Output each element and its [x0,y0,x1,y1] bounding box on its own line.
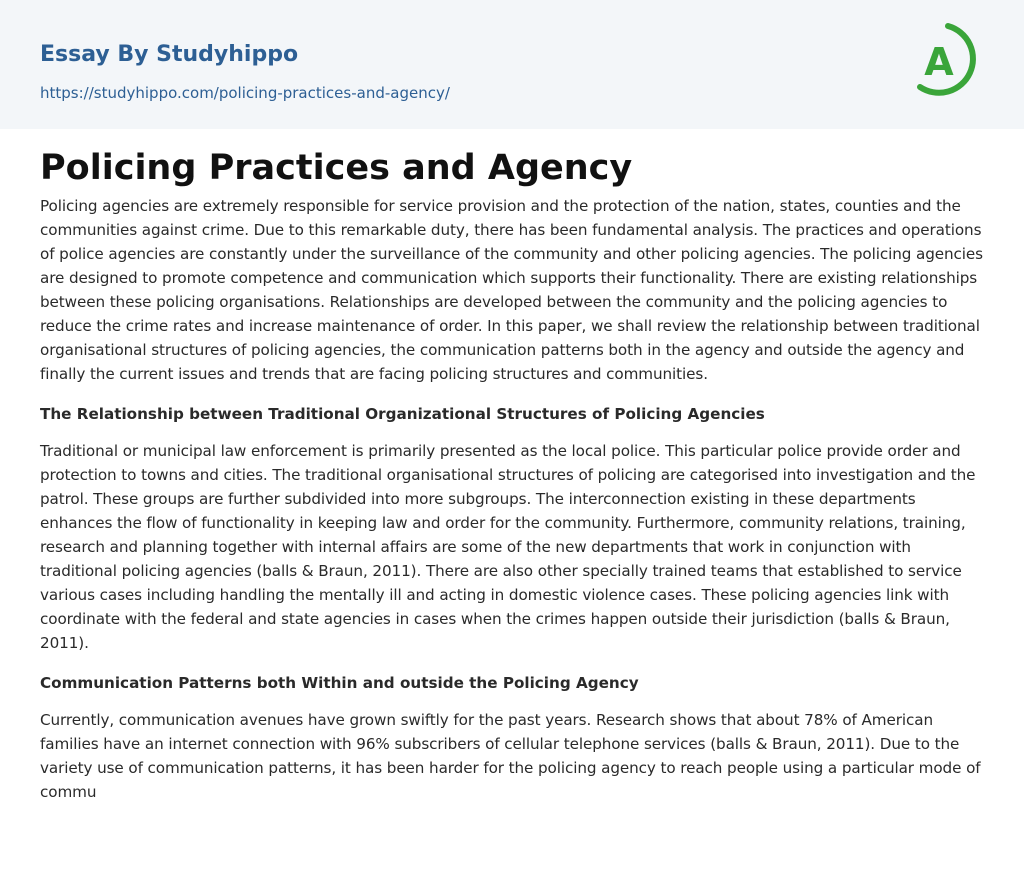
source-url-link[interactable]: https://studyhippo.com/policing-practices-and-agency/ [40,84,450,102]
section-paragraph: Traditional or municipal law enforcement is primarily presented as the local police. This particular police provide order and protection to towns and cities. The traditional organisational structures of policing are categorised into investigation and the patrol. These groups are further subdivided into more subgroups. The interconnection existing in these departments enhances the flow of functionality in keeping law and order for the community. Furthermore, community relations, training, research and planning together with internal affairs are some of the new departments that work in conjunction with traditional policing agencies (balls & Braun, 2011). There are also other specially trained teams that established to service various cases including handling the mentally ill and acting in domestic violence cases. These policing agencies link with coordinate with the federal and state agencies in cases when the crimes happen outside their jurisdiction (balls & Braun, 2011). [40,442,976,652]
essay-content [40,146,984,804]
page-title: Policing Practices and Agency [40,148,633,188]
logo-letter: A [924,40,954,84]
section-heading: The Relationship between Traditional Organizational Structures of Policing Agencies [40,405,765,423]
intro-paragraph: Policing agencies are extremely responsible for service provision and the protection of the nation, states, counties and the communities against crime. Due to this remarkable duty, there has been fundamental analysis. The practices and operations of police agencies are constantly under the surveillance of the community and other policing agencies. The policing agencies are designed to promote competence and communication which supports their functionality. There are existing relationships between these policing organisations. Relationships are developed between the community and the policing agencies to reduce the crime rates and increase maintenance of order. In this paper, we shall review the relationship between traditional organisational structures of policing agencies, the communication patterns both in the agency and outside the agency and finally the current issues and trends that are facing policing structures and communities. [40,197,983,383]
section-heading: Communication Patterns both Within and outside the Policing Agency [40,674,639,692]
brand-title[interactable]: Essay By Studyhippo [40,42,299,67]
site-header [0,0,1024,129]
section-paragraph: Currently, communication avenues have grown swiftly for the past years. Research shows that about 78% of American families have an internet connection with 96% subscribers of cellular telephone services (balls & Braun, 2011). Due to the variety use of communication patterns, it has been harder for the policing agency to reach people using a particular mode of commu [40,711,981,801]
studyhippo-logo-icon[interactable] [910,17,990,107]
